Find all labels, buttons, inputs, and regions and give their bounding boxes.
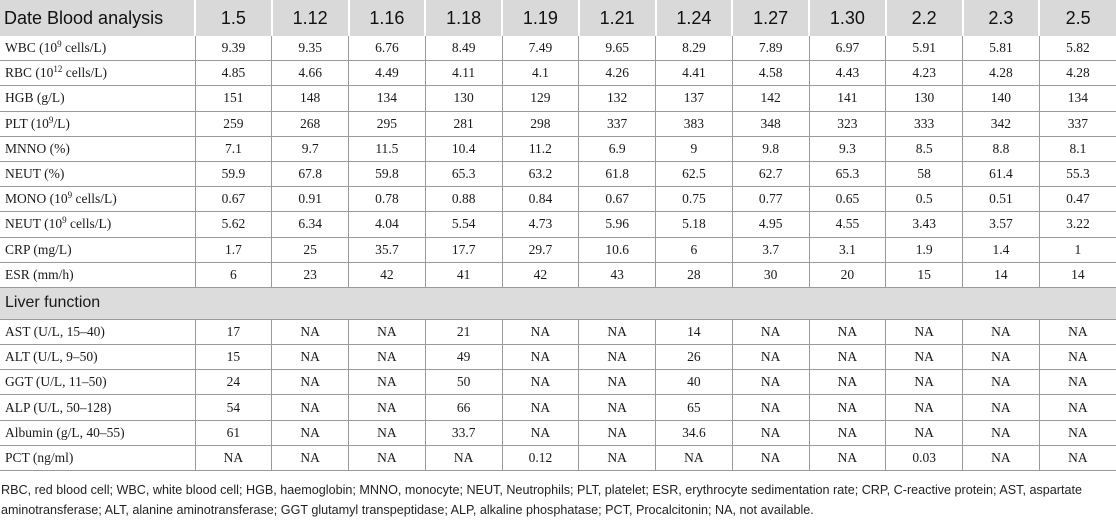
value-cell: 0.65 [809,187,886,212]
value-cell: 8.29 [656,36,733,61]
value-cell: 0.12 [502,445,579,470]
value-cell: NA [886,319,963,344]
value-cell: 134 [349,86,426,111]
value-cell: 17 [195,319,272,344]
row-label [0,61,195,86]
value-cell: 4.28 [1039,61,1116,86]
row-label [0,262,195,287]
value-cell: 1.9 [886,237,963,262]
value-cell: NA [579,345,656,370]
value-cell: NA [809,420,886,445]
row-label-text: CRP (mg/L) [5,241,72,257]
value-cell: 4.28 [963,61,1040,86]
value-cell: 1.7 [195,237,272,262]
value-cell: 0.67 [195,187,272,212]
row-label-exponent: 12 [53,64,63,75]
value-cell: 67.8 [272,161,349,186]
value-cell: 62.5 [656,161,733,186]
value-cell: 59.8 [349,161,426,186]
value-cell: NA [349,319,426,344]
value-cell: NA [579,420,656,445]
value-cell: NA [886,370,963,395]
value-cell: NA [732,345,809,370]
value-cell: NA [886,420,963,445]
value-cell: 0.5 [886,187,963,212]
section-row [0,287,1116,319]
value-cell: 63.2 [502,161,579,186]
value-cell: 9.65 [579,36,656,61]
date-header: 1.5 [195,0,272,36]
date-header: 1.19 [502,0,579,36]
date-header: 1.16 [349,0,426,36]
row-label [0,237,195,262]
value-cell: 0.78 [349,187,426,212]
value-cell: 25 [272,237,349,262]
value-cell: 0.84 [502,187,579,212]
value-cell: 5.81 [963,36,1040,61]
value-cell: 20 [809,262,886,287]
row-label: Albumin (g/L, 40–55) [0,420,195,445]
value-cell: 140 [963,86,1040,111]
date-header: 1.12 [272,0,349,36]
value-cell: NA [963,370,1040,395]
value-cell: 0.67 [579,187,656,212]
value-cell: 0.88 [425,187,502,212]
row-label [0,136,195,161]
table-row [0,262,1116,287]
table-row [0,237,1116,262]
row-label-text: NEUT (%) [5,166,65,182]
value-cell: 5.91 [886,36,963,61]
value-cell: 66 [425,395,502,420]
value-cell: 8.5 [886,136,963,161]
row-label-text: MONO (10 [5,191,68,207]
value-cell: NA [886,345,963,370]
value-cell: 5.62 [195,212,272,237]
row-label [0,212,195,237]
value-cell: NA [809,445,886,470]
value-cell: 61.4 [963,161,1040,186]
value-cell: 4.66 [272,61,349,86]
value-cell: 15 [886,262,963,287]
date-header: 1.21 [579,0,656,36]
value-cell: NA [732,445,809,470]
value-cell: 137 [656,86,733,111]
value-cell: 3.7 [732,237,809,262]
row-label-text: PLT (10 [5,115,49,131]
value-cell: 8.1 [1039,136,1116,161]
row-label-unit: /L) [53,115,70,131]
value-cell: 23 [272,262,349,287]
value-cell: NA [272,420,349,445]
value-cell: NA [579,319,656,344]
value-cell: 295 [349,111,426,136]
value-cell: NA [1039,420,1116,445]
value-cell: 65 [656,395,733,420]
value-cell: NA [809,319,886,344]
value-cell: NA [349,445,426,470]
value-cell: NA [425,445,502,470]
value-cell: 4.95 [732,212,809,237]
value-cell: 10.4 [425,136,502,161]
value-cell: NA [272,345,349,370]
value-cell: 3.43 [886,212,963,237]
value-cell: 61.8 [579,161,656,186]
value-cell: 5.96 [579,212,656,237]
value-cell: NA [349,395,426,420]
value-cell: 42 [349,262,426,287]
value-cell: 40 [656,370,733,395]
table-row [0,212,1116,237]
date-header: 1.30 [809,0,886,36]
value-cell: NA [963,395,1040,420]
row-label-unit: cells/L) [61,40,107,56]
value-cell: NA [272,395,349,420]
value-cell: 9.7 [272,136,349,161]
row-label [0,86,195,111]
value-cell: 333 [886,111,963,136]
value-cell: 6 [656,237,733,262]
value-cell: 4.23 [886,61,963,86]
value-cell: 4.49 [349,61,426,86]
value-cell: NA [656,445,733,470]
value-cell: 4.73 [502,212,579,237]
value-cell: 35.7 [349,237,426,262]
value-cell: NA [579,445,656,470]
row-label-text: HGB (g/L) [5,90,65,106]
table-row [0,136,1116,161]
table-row [0,345,1116,370]
value-cell: NA [809,370,886,395]
value-cell: 4.11 [425,61,502,86]
date-header: 2.3 [963,0,1040,36]
value-cell: NA [502,420,579,445]
table-row [0,187,1116,212]
value-cell: 383 [656,111,733,136]
value-cell: 6.34 [272,212,349,237]
value-cell: NA [963,445,1040,470]
value-cell: NA [1039,395,1116,420]
row-label [0,161,195,186]
value-cell: NA [1039,345,1116,370]
table-body [0,36,1116,471]
row-label-text: WBC (10 [5,40,58,56]
value-cell: 151 [195,86,272,111]
value-cell: NA [732,395,809,420]
table-row [0,161,1116,186]
value-cell: 7.49 [502,36,579,61]
section-heading: Liver function [0,287,1116,319]
table-row [0,61,1116,86]
row-label-exponent: 9 [48,114,54,125]
value-cell: 142 [732,86,809,111]
value-cell: 9.35 [272,36,349,61]
value-cell: 8.8 [963,136,1040,161]
value-cell: 5.54 [425,212,502,237]
date-header: 1.24 [656,0,733,36]
value-cell: 348 [732,111,809,136]
value-cell: 24 [195,370,272,395]
value-cell: NA [1039,319,1116,344]
row-label [0,187,195,212]
row-label-text: MNNO (%) [5,140,70,156]
table-footnote: RBC, red blood cell; WBC, white blood cell; HGB, haemoglobin; MNNO, monocyte; NEUT, Neutrophils; PLT, platelet; ESR, erythrocyte sedimentation rate; CRP, C-reactive protein; AST, aspartate aminotransferase; ALT, alanine aminotransferase; GGT glutamyl transpeptidase; ALP, alkaline phosphatase; PCT, Procalcitonin; NA, not available. [1,483,1082,517]
value-cell: NA [272,319,349,344]
table-row [0,319,1116,344]
date-header: 2.2 [886,0,963,36]
value-cell: 4.55 [809,212,886,237]
value-cell: 141 [809,86,886,111]
value-cell: 129 [502,86,579,111]
row-label-text: NEUT (10 [5,216,63,232]
value-cell: 4.43 [809,61,886,86]
row-label-exponent: 9 [62,215,67,226]
value-cell: 9 [656,136,733,161]
value-cell: 10.6 [579,237,656,262]
value-cell: NA [272,370,349,395]
value-cell: 1.4 [963,237,1040,262]
value-cell: 54 [195,395,272,420]
value-cell: 8.49 [425,36,502,61]
value-cell: 337 [579,111,656,136]
value-cell: 14 [656,319,733,344]
value-cell: 3.22 [1039,212,1116,237]
table-row [0,111,1116,136]
table-row [0,395,1116,420]
row-label-unit: cells/L) [72,191,117,207]
value-cell: 6.76 [349,36,426,61]
value-cell: 28 [656,262,733,287]
value-cell: 62.7 [732,161,809,186]
value-cell: NA [502,395,579,420]
value-cell: 29.7 [502,237,579,262]
value-cell: 4.26 [579,61,656,86]
value-cell: 1 [1039,237,1116,262]
value-cell: 3.1 [809,237,886,262]
value-cell: NA [349,370,426,395]
table-row [0,370,1116,395]
row-label-unit: cells/L) [66,216,112,232]
value-cell: NA [272,445,349,470]
value-cell: 0.75 [656,187,733,212]
value-cell: 7.1 [195,136,272,161]
value-cell: 9.3 [809,136,886,161]
value-cell: NA [1039,445,1116,470]
value-cell: 4.1 [502,61,579,86]
value-cell: 61 [195,420,272,445]
value-cell: 65.3 [425,161,502,186]
row-label: PCT (ng/ml) [0,445,195,470]
value-cell: NA [732,420,809,445]
value-cell: 6.97 [809,36,886,61]
row-label: ALP (U/L, 50–128) [0,395,195,420]
date-header: 2.5 [1039,0,1116,36]
value-cell: 5.18 [656,212,733,237]
header-row [0,0,1116,36]
value-cell: 5.82 [1039,36,1116,61]
value-cell: NA [809,345,886,370]
value-cell: 0.03 [886,445,963,470]
value-cell: 281 [425,111,502,136]
value-cell: 15 [195,345,272,370]
row-label: GGT (U/L, 11–50) [0,370,195,395]
value-cell: 259 [195,111,272,136]
row-label [0,36,195,61]
row-label: AST (U/L, 15–40) [0,319,195,344]
value-cell: 132 [579,86,656,111]
value-cell: 21 [425,319,502,344]
value-cell: NA [963,345,1040,370]
table-row [0,36,1116,61]
value-cell: 50 [425,370,502,395]
value-cell: 323 [809,111,886,136]
row-label-text: RBC (10 [5,65,54,81]
value-cell: 3.57 [963,212,1040,237]
value-cell: NA [502,319,579,344]
row-label [0,111,195,136]
value-cell: 4.58 [732,61,809,86]
value-cell: NA [349,345,426,370]
value-cell: NA [502,370,579,395]
table-row [0,445,1116,470]
value-cell: 30 [732,262,809,287]
value-cell: 4.04 [349,212,426,237]
row-label-exponent: 9 [67,190,73,201]
value-cell: NA [349,420,426,445]
value-cell: 49 [425,345,502,370]
value-cell: 9.39 [195,36,272,61]
value-cell: 0.91 [272,187,349,212]
value-cell: 0.47 [1039,187,1116,212]
date-header: 1.18 [425,0,502,36]
value-cell: NA [579,370,656,395]
value-cell: NA [732,319,809,344]
value-cell: 0.51 [963,187,1040,212]
table-row [0,420,1116,445]
value-cell: 337 [1039,111,1116,136]
value-cell: 298 [502,111,579,136]
date-header: 1.27 [732,0,809,36]
value-cell: NA [1039,370,1116,395]
value-cell: 14 [1039,262,1116,287]
value-cell: NA [195,445,272,470]
value-cell: 59.9 [195,161,272,186]
value-cell: NA [886,395,963,420]
row-label-text: ESR (mm/h) [5,266,74,282]
value-cell: NA [579,395,656,420]
row-label: ALT (U/L, 9–50) [0,345,195,370]
value-cell: 6 [195,262,272,287]
value-cell: 6.9 [579,136,656,161]
value-cell: 11.5 [349,136,426,161]
value-cell: 9.8 [732,136,809,161]
value-cell: 58 [886,161,963,186]
value-cell: 33.7 [425,420,502,445]
value-cell: 342 [963,111,1040,136]
header-label: Date Blood analysis [0,0,195,36]
value-cell: 130 [886,86,963,111]
value-cell: NA [809,395,886,420]
value-cell: NA [963,420,1040,445]
value-cell: 42 [502,262,579,287]
value-cell: 11.2 [502,136,579,161]
value-cell: 14 [963,262,1040,287]
value-cell: NA [732,370,809,395]
value-cell: 41 [425,262,502,287]
value-cell: 17.7 [425,237,502,262]
value-cell: 65.3 [809,161,886,186]
value-cell: 4.41 [656,61,733,86]
value-cell: 134 [1039,86,1116,111]
value-cell: 34.6 [656,420,733,445]
value-cell: 26 [656,345,733,370]
value-cell: NA [502,345,579,370]
value-cell: 7.89 [732,36,809,61]
row-label-unit: cells/L) [62,65,107,81]
value-cell: 4.85 [195,61,272,86]
value-cell: NA [963,319,1040,344]
value-cell: 0.77 [732,187,809,212]
value-cell: 130 [425,86,502,111]
row-label-exponent: 9 [57,39,62,50]
value-cell: 148 [272,86,349,111]
table-row [0,86,1116,111]
value-cell: 43 [579,262,656,287]
value-cell: 268 [272,111,349,136]
value-cell: 55.3 [1039,161,1116,186]
